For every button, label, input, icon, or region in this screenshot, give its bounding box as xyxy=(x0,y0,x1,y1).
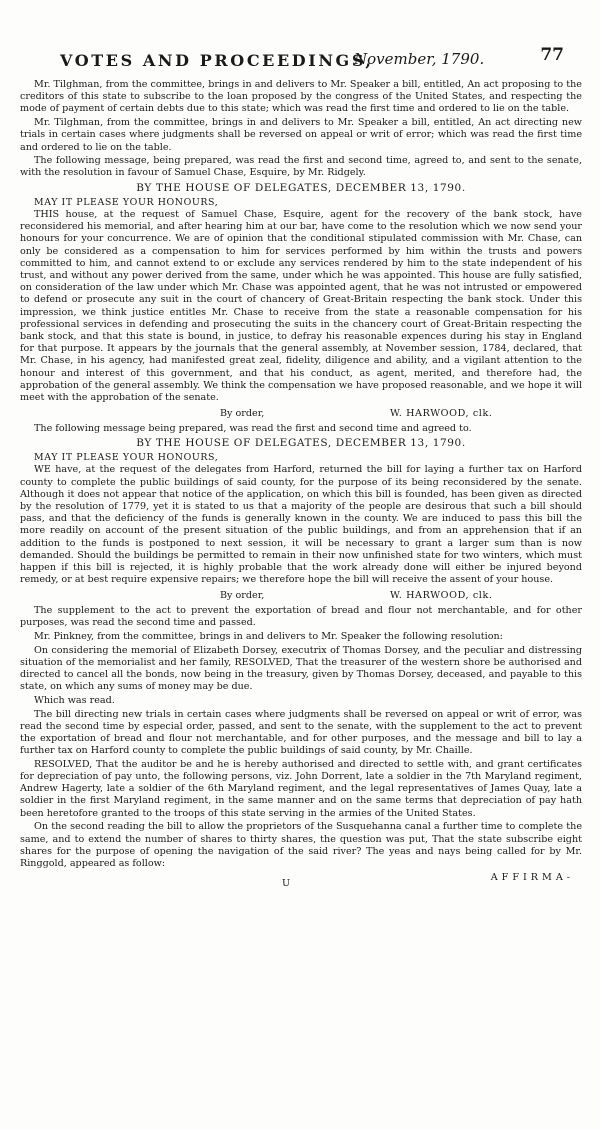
message-body-harford: WE have, at the request of the delegates from Harford, returned the bill for laying a further tax on Harford county to complete the public buildings of said county, for the purpose of its being reconsidered by the senate. Although it does not appear that notice of the application, on which this bill is founded, has been given as directed by the resolution of 1779, yet it is stated to us that a majority of the people are desirous that such a bill should pass, and that the deficiency of the funds is generally known in the county. We are induced to pass this bill the more readily on account of the present situation of the public buildings, and from an apprehension that if an addition to the funds is postponed to next session, it will be necessary to grant a larger sum than is now demanded. Should the buildings be permitted to remain in their now unfinished state for two winters, which must happen if this bill is rejected, it is highly probable that the work already done will either be injured beyond remedy, or at best require expensive repairs; we therefore hope the bill will receive the assent of your house. xyxy=(20,464,582,586)
running-date: November, 1790. xyxy=(354,50,485,68)
paragraph-tilghman-new-trials-bill: Mr. Tilghman, from the committee, brings in and delivers to Mr. Speaker a bill, entitled, An act directing new trials in certain cases where judgments shall be reversed on appeal or writ of error; which was read the first time and ordered to lie on the table. xyxy=(20,117,582,153)
paragraph-which-was-read: Which was read. xyxy=(34,694,115,706)
running-head xyxy=(24,0,586,70)
running-title: VOTES AND PROCEEDINGS, xyxy=(60,51,374,70)
page-number: 77 xyxy=(540,45,564,65)
paragraph-chase-message-sent: The following message, being prepared, was read the first and second time, agreed to, and sent to the senate, with the resolution in favour of Samuel Chase, Esquire, by Mr. Ridgely. xyxy=(20,155,582,179)
paragraph-pinkney-resolution: Mr. Pinkney, from the committee, brings in and delivers to Mr. Speaker the following resolution: xyxy=(34,630,503,642)
clerk-signature: W. HARWOOD, clk. xyxy=(390,589,493,601)
paragraph-message-agreed: The following message being prepared, was read the first and second time and agreed to. xyxy=(34,422,472,434)
message-salutation-harford: MAY IT PLEASE YOUR HONOURS, xyxy=(34,452,219,464)
message-heading-harford: BY THE HOUSE OF DELEGATES, DECEMBER 13, 1790. xyxy=(136,436,466,449)
paragraph-bread-flour-supplement: The supplement to the act to prevent the exportation of bread and flour not merchantable, and for other purposes, was read the second time and passed. xyxy=(20,604,582,629)
paragraph-dorsey-resolution: On considering the memorial of Elizabeth Dorsey, executrix of Thomas Dorsey, and the peculiar and distressing situation of the memorialist and her family, RESOLVED, That the treasurer of the western shore be authorised and directed to cancel all the bonds, now being in the treasury, given by Thomas Dorsey, deceased, and payable to this state, on which any sums of money may be due. xyxy=(20,644,582,693)
message-signoff-chase xyxy=(20,406,582,422)
by-order-label: By order, xyxy=(220,407,265,419)
clerk-signature: W. HARWOOD, clk. xyxy=(390,407,493,419)
paragraph-tilghman-loan-bill: Mr. Tilghman, from the committee, brings in and delivers to Mr. Speaker a bill, entitled, An act proposing to the creditors of this state to subscribe to the loan proposed by the congress of the United States, and respecting the mode of payment of certain debts due to this state; which was read the first time and ordered to lie on the table. xyxy=(20,79,582,115)
message-salutation-chase: MAY IT PLEASE YOUR HONOURS, xyxy=(34,196,219,208)
catchword: AFFIRMA- xyxy=(490,872,574,884)
message-heading-chase: BY THE HOUSE OF DELEGATES, DECEMBER 13, 1790. xyxy=(136,181,466,194)
page-body xyxy=(20,79,582,902)
message-signoff-harford xyxy=(20,588,582,604)
paragraph-auditor-resolution: RESOLVED, That the auditor be and he is hereby authorised and directed to settle with, and grant certificates for depreciation of pay unto, the following persons, viz. John Dorrent, late a soldier in the 7th Maryland regiment, Andrew Hagerty, late a soldier of the 6th Maryland regiment, and the legal representatives of James Quay, late a soldier in the first Maryland regiment, in the same manner and on the same terms that depreciation of pay hath been heretofore granted to the troops of this state serving in the armies of the United States. xyxy=(20,758,582,819)
by-order-label: By order, xyxy=(220,589,265,601)
message-body-chase: THIS house, at the request of Samuel Chase, Esquire, agent for the recovery of the bank stock, have reconsidered his memorial, and after hearing him at our bar, have come to the resolution which we now send your honours for your concurrence. We are of opinion that the conditional stipulated commission with Mr. Chase, can only be considered as a compensation to him for services performed by him within the trusts and powers committed to him, and cannot extend to or exclude any services rendered by him to the state independent of his trust, and without any power derived from the same, under which he was appointed. This house are fully satisfied, on consideration of the law under which Mr. Chase was appointed agent, that he was not intrusted or empowered to defend or prosecute any suit in the court of chancery of Great-Britain respecting the bank stock. Under this impression, we think justice entitles Mr. Chase to receive from the state a reasonable compensation for his professional services in defending and prosecuting the suits in the chancery court of Great-Britain respecting the bank stock, and that this state is bound, in justice, to defray his reasonable expences during his stay in England for that purpose. It appears by the journals that the general assembly, at November session, 1784, declared, that Mr. Chase, in his agency, had manifested great zeal, fidelity, diligence and ability, and a vigilant attention to the honour and interest of this government, and that his conduct, as agent, merited, and therefore had, the approbation of the general assembly. We think the compensation we have proposed reasonable, and we hope it will meet with the approbation of the senate. xyxy=(20,209,582,404)
signature-mark: U xyxy=(282,878,291,890)
paragraph-new-trials-passed: The bill directing new trials in certain cases where judgments shall be reversed on appeal or writ of error, was read the second time by especial order, passed, and sent to the senate, with the supplement to the act to prevent the exportation of bread and flour not merchantable, and for other purposes, and the message and bill to lay a further tax on Harford county to complete the public buildings of said county, by Mr. Chaille. xyxy=(20,708,582,757)
paragraph-susquehanna-canal: On the second reading the bill to allow the proprietors of the Susquehanna canal a further time to complete the same, and to extend the number of shares to thirty shares, the question was put, That the state subscribe eight shares for the purpose of opening the navigation of the said river? The yeas and nays being called for by Mr. Ringgold, appeared as follow: xyxy=(20,821,582,869)
page-footer xyxy=(20,872,582,902)
